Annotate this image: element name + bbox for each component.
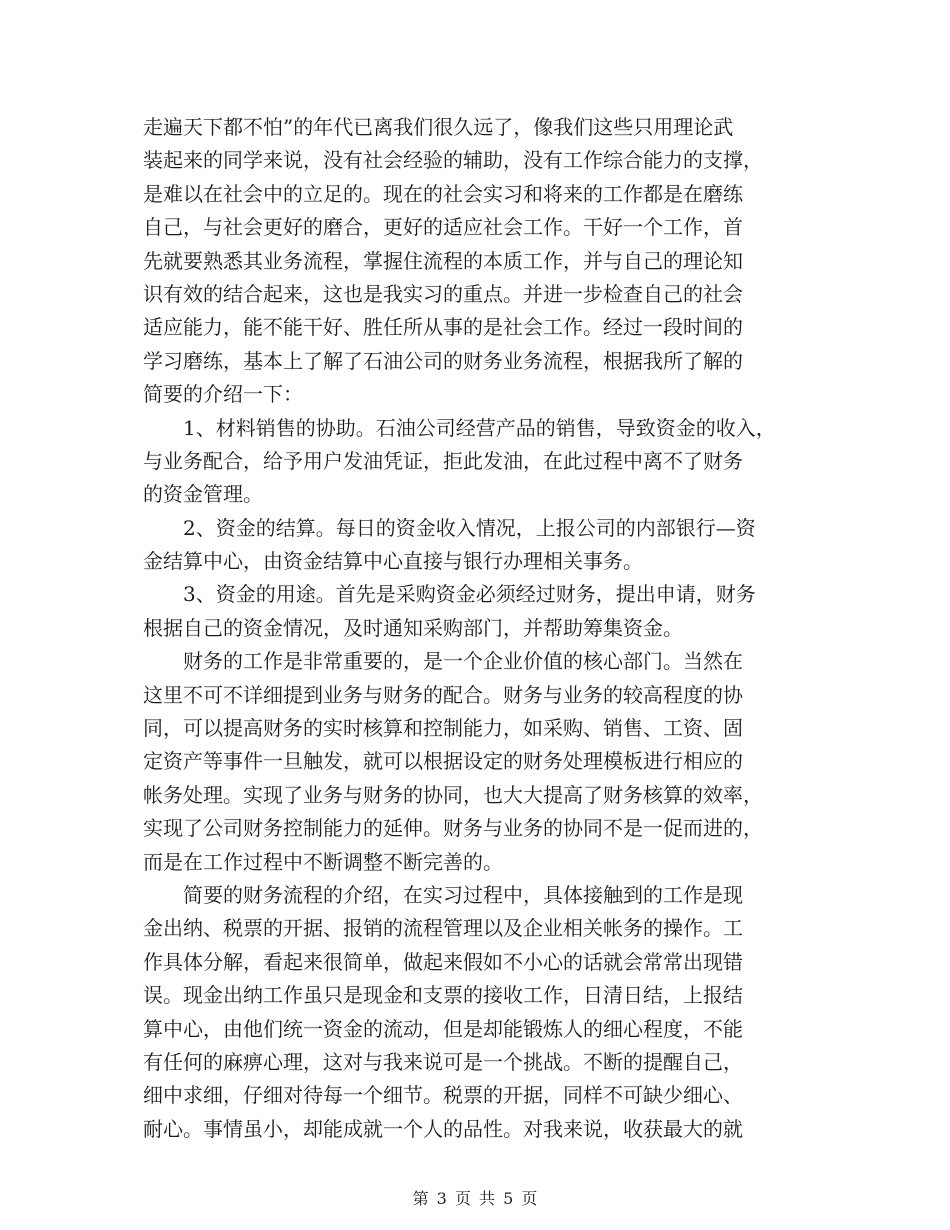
page-footer: 第 3 页 共 5 页: [412, 1189, 538, 1208]
text-line: 这里不可不详细提到业务与财务的配合。财务与业务的较高程度的协: [143, 682, 743, 707]
text-line: 有任何的麻痹心理，这对与我来说可是一个挑战。不断的提醒自己，: [143, 1049, 743, 1074]
text-line: 金出纳、税票的开据、报销的流程管理以及企业相关帐务的操作。工: [143, 916, 743, 941]
text-line: 帐务处理。实现了业务与财务的协同，也大大提高了财务核算的效率，: [143, 782, 763, 807]
text-line: 作具体分解，看起来很简单，做起来假如不小心的话就会常常出现错: [143, 949, 743, 974]
text-line: 走遍天下都不怕”的年代已离我们很久远了，像我们这些只用理论武: [143, 115, 734, 139]
text-line: 算中心，由他们统一资金的流动，但是却能锻炼人的细心程度，不能: [143, 1016, 743, 1041]
text-line: 装起来的同学来说，没有社会经验的辅助，没有工作综合能力的支撑，: [143, 148, 763, 173]
text-line: 同，可以提高财务的实时核算和控制能力，如采购、销售、工资、固: [143, 716, 743, 741]
text-line: 适应能力，能不能干好、胜任所从事的是社会工作。经过一段时间的: [143, 315, 743, 340]
text-line: 实现了公司财务控制能力的延伸。财务与业务的协同不是一促而进的，: [143, 816, 763, 841]
text-line: 自己，与社会更好的磨合，更好的适应社会工作。干好一个工作，首: [143, 215, 743, 240]
text-line: 金结算中心，由资金结算中心直接与银行办理相关事务。: [143, 549, 643, 574]
text-line: 1、材料销售的协助。石油公司经营产品的销售，导致资金的收入，: [143, 415, 776, 440]
text-line: 识有效的结合起来，这也是我实习的重点。并进一步检查自己的社会: [143, 281, 743, 306]
text-line: 学习磨练，基本上了解了石油公司的财务业务流程，根据我所了解的: [143, 348, 743, 373]
text-line: 根据自己的资金情况，及时通知采购部门，并帮助筹集资金。: [143, 615, 683, 640]
text-line: 简要的财务流程的介绍，在实习过程中，具体接触到的工作是现: [143, 882, 743, 907]
text-line: 的资金管理。: [143, 482, 263, 507]
text-line: 2、资金的结算。每日的资金收入情况，上报公司的内部银行—资: [143, 515, 756, 540]
text-line: 简要的介绍一下：: [143, 382, 303, 407]
text-line: 细中求细，仔细对待每一个细节。税票的开据，同样不可缺少细心、: [143, 1083, 743, 1108]
text-line: 误。现金出纳工作虽只是现金和支票的接收工作，日清日结，上报结: [143, 983, 743, 1008]
text-line: 定资产等事件一旦触发，就可以根据设定的财务处理模板进行相应的: [143, 749, 743, 774]
text-line: 财务的工作是非常重要的，是一个企业价值的核心部门。当然在: [143, 649, 743, 674]
text-line: 而是在工作过程中不断调整不断完善的。: [143, 849, 503, 874]
text-line: 3、资金的用途。首先是采购资金必须经过财务，提出申请，财务: [143, 582, 756, 607]
text-line: 是难以在社会中的立足的。现在的社会实习和将来的工作都是在磨练: [143, 181, 743, 206]
text-line: 先就要熟悉其业务流程，掌握住流程的本质工作，并与自己的理论知: [143, 248, 743, 273]
text-line: 耐心。事情虽小，却能成就一个人的品性。对我来说，收获最大的就: [143, 1116, 743, 1141]
text-line: 与业务配合，给予用户发油凭证，拒此发油，在此过程中离不了财务: [143, 448, 743, 473]
body-text: [143, 111, 833, 1146]
